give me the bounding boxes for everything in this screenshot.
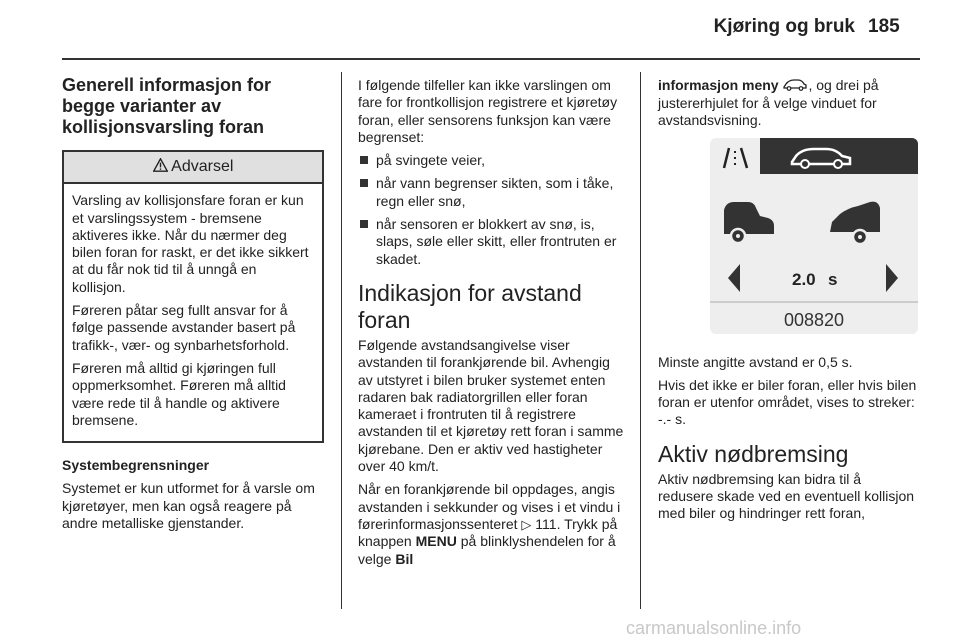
- warning-title: Advarsel: [171, 158, 234, 175]
- menu-button-label: MENU: [415, 533, 457, 550]
- odometer-readout: 008820: [783, 309, 845, 330]
- section-heading: Indikasjon for avstand foran: [358, 279, 582, 333]
- warning-box: [62, 150, 324, 443]
- body-paragraph: Følgende avstandsangivelse viser avstanden til forankjørende bil. Avhengig av utstyret i bilen bruker systemet enten radaren bak radiatorgrillen eller foran kameraet i frontruten til å registrere avstanden til et kjøretøy rett foran i samme kjørebane. Den er aktiv ved hastigheter over 40 km/t.: [358, 336, 624, 475]
- watermark: carmanualsonline.info: [626, 618, 802, 638]
- distance-display-illustration: [710, 138, 918, 334]
- page-reference-link[interactable]: 111: [535, 515, 557, 532]
- body-paragraph: informasjon meny , og drei på justererhjulet for å velge vinduet for avstandsvisning.: [658, 77, 879, 129]
- list-item: på svingete veier,: [358, 152, 624, 169]
- section-heading: Generell informasjon for begge varianter av kollisjonsvarsling foran: [62, 75, 272, 137]
- arrow-reference-icon: ▷: [521, 516, 532, 532]
- menu-name: Bil: [395, 550, 414, 567]
- section-heading: Aktiv nødbremsing: [658, 440, 849, 467]
- header-rule: [62, 58, 920, 60]
- body-paragraph: Når en forankjørende bil oppdages, angis avstanden i sekkunder og vises i et vindu i førerinformasjonssenteret ▷ 111. Trykk på knappen MENU på blinklyshendelen for å velge Bil: [358, 481, 621, 567]
- body-paragraph: Systemet er kun utformet for å varsle om kjøretøyer, men kan også reagere på andre metalliske gjenstander.: [62, 480, 315, 532]
- body-paragraph: Aktiv nødbremsing kan bidra til å redusere skade ved en eventuell kollisjon med biler og hindringer rett foran,: [658, 470, 915, 522]
- body-paragraph: Hvis det ikke er biler foran, eller hvis bilen foran er utenfor området, vises to streker: -.- s.: [658, 376, 917, 428]
- column-divider: [341, 72, 342, 609]
- warning-paragraph: Varsling av kollisjonsfare foran er kun et varslingssystem - bremsene aktiveres ikke. Når du nærmer deg bilen foran for raskt, er det ikke sikkert at du får nok tid til å unngå en kollisjon.: [72, 192, 309, 295]
- column-divider: [640, 72, 641, 609]
- list-item: når vann begrenser sikten, som i tåke, regn eller snø,: [358, 175, 624, 210]
- bullet-list: [358, 152, 624, 268]
- distance-unit: s: [828, 269, 838, 289]
- figure-caption: Minste angitte avstand er 0,5 s.: [658, 353, 853, 370]
- column-middle: [358, 77, 624, 574]
- column-left: [62, 75, 324, 538]
- bullet-icon: [360, 220, 368, 228]
- page-number: 185: [868, 16, 900, 37]
- running-header-title: Kjøring og bruk: [713, 16, 855, 37]
- bullet-icon: [360, 179, 368, 187]
- warning-header: [64, 152, 322, 184]
- column-right: [658, 77, 920, 529]
- warning-triangle-icon: [153, 158, 172, 175]
- warning-paragraph: Føreren påtar seg fullt ansvar for å følge passende avstander basert på trafikk-, vær- og synbarhetsforhold.: [72, 302, 296, 353]
- warning-paragraph: Føreren må alltid gi kjøringen full oppmerksomhet. Føreren må alltid være rede til å handle og aktivere bremsene.: [72, 359, 286, 428]
- body-paragraph: I følgende tilfeller kan ikke varslingen om fare for frontkollisjon registrere et kjøretøy foran, eller sensorens funksjon kan være begrenset:: [358, 77, 618, 145]
- bullet-icon: [360, 156, 368, 164]
- list-item: når sensoren er blokkert av snø, is, slaps, søle eller skitt, eller frontruten er skadet.: [358, 216, 624, 268]
- car-icon: [782, 78, 808, 95]
- distance-value: 2.0: [792, 269, 816, 289]
- subheading: Systembegrensninger: [62, 457, 210, 474]
